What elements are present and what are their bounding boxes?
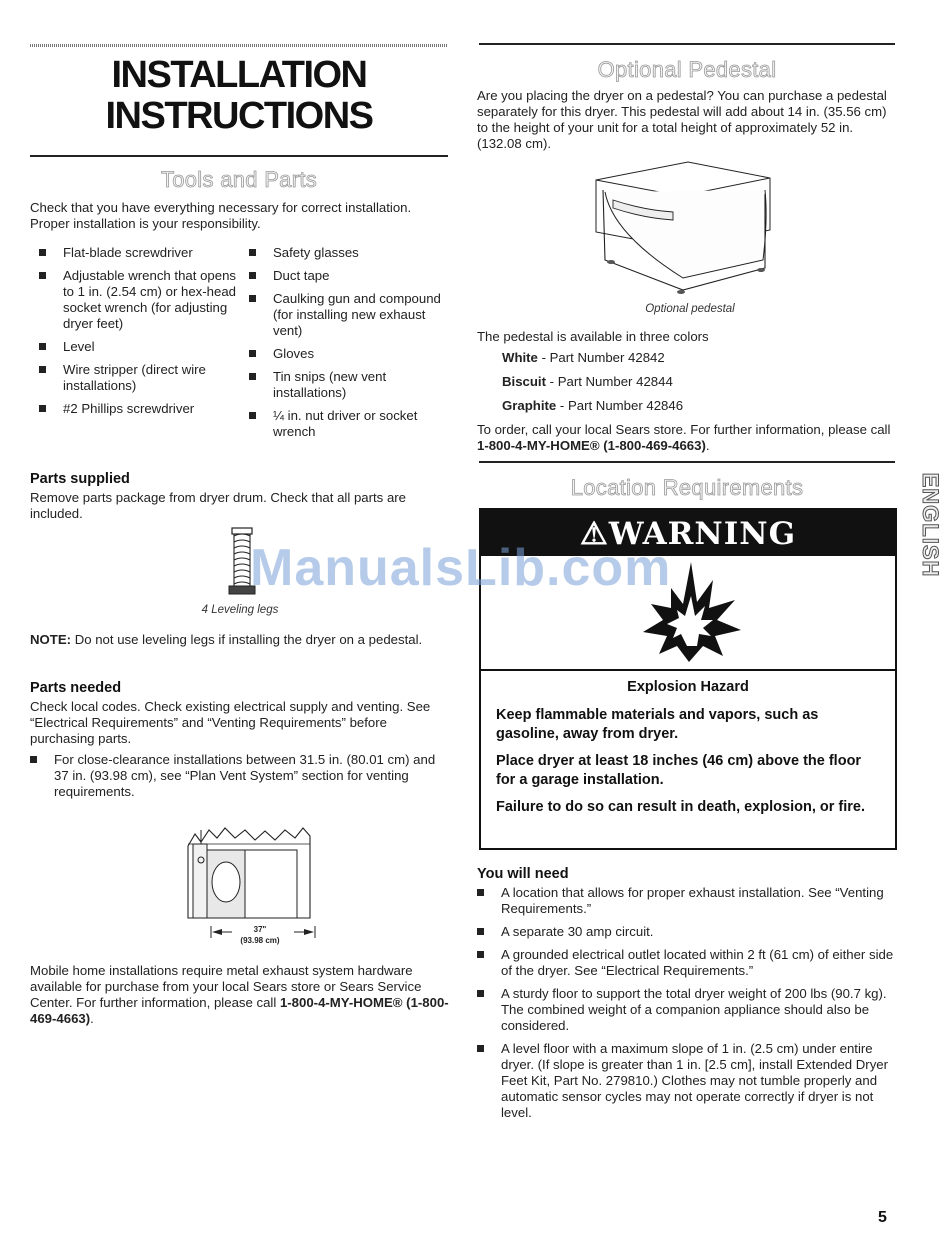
pedestal-caption: Optional pedestal xyxy=(645,303,735,315)
warning-garage-height: Place dryer at least 18 inches (46 cm) above the floor for a garage installation. xyxy=(496,753,862,788)
list-item: For close-clearance installations between 31.5 in. (80.01 cm) and 37 in. (93.98 cm), see “Plan Vent System” section for venting requirements. xyxy=(30,752,450,800)
page-number: 5 xyxy=(878,1209,887,1226)
list-item: #2 Phillips screwdriver xyxy=(39,401,239,417)
pedestal-illustration xyxy=(593,160,773,300)
tools-intro: Check that you have everything necessary for correct installation. Proper installation is your responsibility. xyxy=(30,200,412,231)
pedestal-order-text: To order, call your local Sears store. For further information, please call 1-800-4-MY-HOME® (1-800-469-4663). xyxy=(477,422,891,453)
list-item: A sturdy floor to support the total dryer weight of 200 lbs (90.7 kg). The combined weight of a companion appliance should also be considered. xyxy=(477,986,897,1034)
parts-supplied-text: Remove parts package from dryer drum. Check that all parts are included. xyxy=(30,490,406,521)
watermark-text: ManualsLib.com xyxy=(250,539,672,597)
tools-heading: Tools and Parts xyxy=(160,167,318,192)
list-item: A level floor with a maximum slope of 1 in. (2.5 cm) under entire dryer. (If slope is greater than 1 in. [2.5 cm], install Extended Dryer Feet Kit, Part No. 279810.) Clothes may not tumble properly and automatic sensor cycles may not operate correctly if dryer is not level. xyxy=(477,1041,897,1121)
location-heading: Location Requirements xyxy=(570,475,804,500)
dimension-cm: (93.98 cm) xyxy=(240,936,280,945)
list-item: Duct tape xyxy=(249,268,449,284)
parts-supplied-heading: Parts supplied xyxy=(30,471,130,487)
closet-installation-illustration xyxy=(185,826,313,926)
list-item: Gloves xyxy=(249,346,449,362)
color-option-white: White - Part Number 42842 xyxy=(502,350,665,365)
parts-needed-heading: Parts needed xyxy=(30,680,122,696)
list-item: Level xyxy=(39,339,239,355)
title-divider xyxy=(30,155,448,157)
pedestal-note: NOTE: Do not use leveling legs if installing the dryer on a pedestal. xyxy=(30,632,423,647)
warning-flammables: Keep flammable materials and vapors, such as gasoline, away from dryer. xyxy=(496,707,819,742)
dimension-inches: 37" xyxy=(253,925,267,934)
parts-needed-text: Check local codes. Check existing electrical supply and venting. See “Electrical Requirements” and “Venting Requirements” before purchasing parts. xyxy=(30,699,431,746)
warning-consequence: Failure to do so can result in death, explosion, or fire. xyxy=(496,799,866,815)
leveling-legs-caption: 4 Leveling legs xyxy=(201,604,279,616)
pedestal-text: Are you placing the dryer on a pedestal? You can purchase a pedestal separately for this dryer. This pedestal will add about 14 in. (35.56 cm) to the height of your unit for a total height of approximately 52 in. (132.08 cm). xyxy=(477,88,887,151)
list-item: Tin snips (new vent installations) xyxy=(249,369,449,401)
language-side-tab: ENGLISH xyxy=(918,472,943,577)
top-dotted-rule xyxy=(30,44,448,47)
you-will-need-list xyxy=(477,885,897,1128)
hazard-title: Explosion Hazard xyxy=(627,679,749,695)
tools-list-right xyxy=(249,245,449,447)
list-item: ¼ in. nut driver or socket wrench xyxy=(249,408,449,440)
warning-banner: ⚠WARNING xyxy=(481,510,895,556)
list-item: A separate 30 amp circuit. xyxy=(477,924,897,940)
list-item: Flat-blade screwdriver xyxy=(39,245,239,261)
right-top-divider xyxy=(479,43,895,45)
color-option-biscuit: Biscuit - Part Number 42844 xyxy=(502,374,673,389)
pedestal-colors-intro: The pedestal is available in three colors xyxy=(477,329,709,344)
color-option-graphite: Graphite - Part Number 42846 xyxy=(502,398,684,413)
list-item: Safety glasses xyxy=(249,245,449,261)
list-item: Wire stripper (direct wire installations) xyxy=(39,362,239,394)
page-title: INSTALLATION INSTRUCTIONS xyxy=(105,54,373,137)
mobile-home-text: Mobile home installations require metal exhaust system hardware available for purchase from your local Sears store or Sears Service Center. For further information, please call 1-800-4-MY-HOME® (1-800-469-4663). xyxy=(30,963,449,1026)
location-divider xyxy=(479,461,895,463)
pedestal-heading: Optional Pedestal xyxy=(597,57,777,82)
warning-separator xyxy=(481,669,895,671)
list-item: A grounded electrical outlet located within 2 ft (61 cm) of either side of the dryer. See “Electrical Requirements.” xyxy=(477,947,897,979)
list-item: Adjustable wrench that opens to 1 in. (2.54 cm) or hex-head socket wrench (for adjusting dryer feet) xyxy=(39,268,239,332)
tools-list-left xyxy=(39,245,239,424)
list-item: A location that allows for proper exhaust installation. See “Venting Requirements.” xyxy=(477,885,897,917)
close-clearance-list xyxy=(30,752,450,807)
you-will-need-heading: You will need xyxy=(477,866,569,882)
list-item: Caulking gun and compound (for installing new exhaust vent) xyxy=(249,291,449,339)
